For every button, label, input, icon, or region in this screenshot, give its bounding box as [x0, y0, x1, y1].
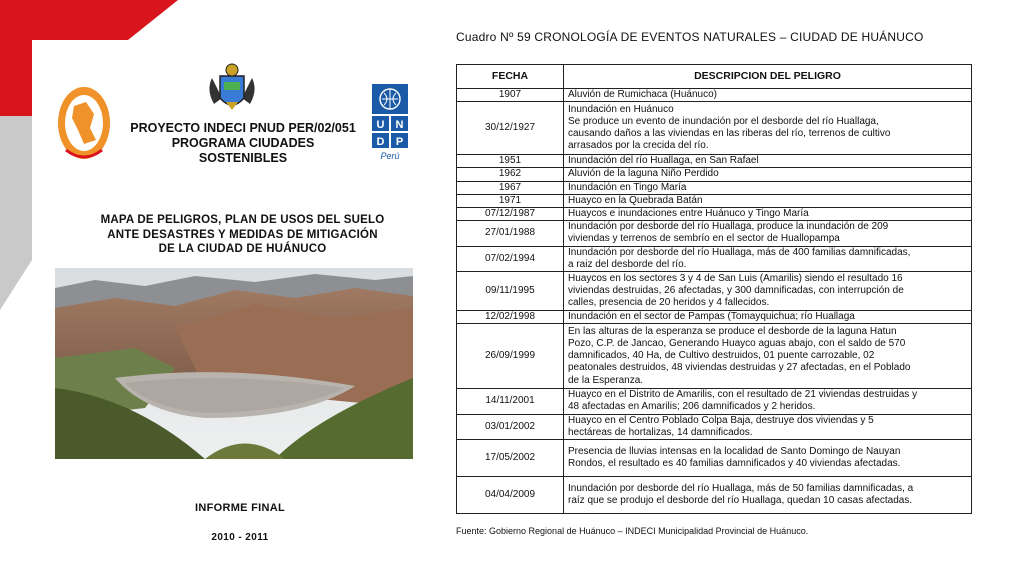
table-row [457, 246, 972, 271]
event-date: 07/02/1994 [457, 246, 564, 271]
event-description [564, 194, 972, 207]
undp-letter: D [376, 136, 385, 148]
huanuco-crest-logo [204, 60, 260, 116]
description-line: causando daños a las viviendas en las riberas del río, terrenos de cultivo [568, 128, 891, 140]
table-row [457, 272, 972, 311]
undp-logo [372, 84, 412, 164]
event-description [564, 155, 972, 168]
table-source: Fuente: Gobierno Regional de Huánuco – INDECI Municipalidad Provincial de Huánuco. [456, 526, 809, 536]
table-row [457, 440, 972, 477]
description-line: Aluvión de la laguna Niño Perdido [568, 168, 719, 180]
event-description [564, 246, 972, 271]
description-line: Inundación en Huánuco [568, 103, 674, 115]
description-line: damnificados, 40 Ha, de Cultivo destruidos, 01 puente carrozable, 02 [568, 350, 875, 362]
table-row [457, 155, 972, 168]
event-description [564, 389, 972, 414]
description-line: En las alturas de la esperanza se produce el desborde de la laguna Hatun [568, 325, 897, 337]
description-line: viviendas y terrenos de sembrío en el sector de Huallopampa [568, 233, 840, 245]
description-line: Huayco en la Quebrada Batán [568, 194, 703, 206]
table-row [457, 221, 972, 246]
description-line: Rondos, el resultado es 40 familias damnificados y 40 viviendas afectadas. [568, 458, 901, 470]
table-row [457, 208, 972, 221]
table-row [457, 181, 972, 194]
event-date: 1907 [457, 89, 564, 102]
table-row [457, 389, 972, 414]
event-description [564, 414, 972, 439]
undp-emblem [372, 84, 408, 148]
event-description [564, 168, 972, 181]
report-title [70, 213, 415, 257]
table-row [457, 324, 972, 389]
event-date: 09/11/1995 [457, 272, 564, 311]
event-description [564, 102, 972, 155]
event-description [564, 89, 972, 102]
table-title: Cuadro Nº 59 CRONOLOGÍA DE EVENTOS NATURALES – CIUDAD DE HUÁNUCO [456, 30, 924, 44]
event-description [564, 324, 972, 389]
chronology-table [456, 64, 972, 514]
description-line: Se produce un evento de inundación por el desborde del río Huallaga, [568, 116, 879, 127]
description-line: Presencia de lluvias intensas en la localidad de Santo Domingo de Nauyan [568, 445, 901, 457]
table-row [457, 168, 972, 181]
event-description [564, 221, 972, 246]
table-row [457, 89, 972, 102]
undp-country: Perú [380, 151, 400, 161]
event-date: 1967 [457, 181, 564, 194]
report-title-line: DE LA CIUDAD DE HUÁNUCO [158, 243, 327, 255]
event-description [564, 208, 972, 221]
event-description [564, 272, 972, 311]
project-title-line: PROYECTO INDECI PNUD PER/02/051 [130, 121, 356, 135]
table-row [457, 102, 972, 155]
description-line: Inundación por desborde del río Huallaga, más de 400 familias damnificadas, [568, 246, 911, 258]
event-date: 04/04/2009 [457, 477, 564, 514]
description-line: Pozo, C.P. de Jancao, Generando Huayco aguas abajo, con el saldo de 570 [568, 337, 906, 349]
description-line: Huaycos e inundaciones entre Huánuco y Tingo María [568, 208, 809, 220]
description-line: 48 afectadas en Amarilis; 206 damnificados y 2 heridos. [568, 401, 816, 413]
event-date: 1951 [457, 155, 564, 168]
event-description [564, 440, 972, 477]
description-line: peatonales destruidos, 48 viviendas destruidas y 27 afectadas, en el Poblado [568, 362, 911, 374]
indeci-logo [56, 84, 112, 162]
description-line: viviendas destruidas, 26 afectadas, y 300 damnificadas, con interrupción de [568, 284, 904, 296]
description-line: arrasados por la crecida del río. [568, 140, 709, 152]
description-line: raíz que se produjo el desborde del río Huallaga, quedan 10 casas afectadas. [568, 495, 913, 507]
event-description [564, 477, 972, 514]
report-title-line: MAPA DE PELIGROS, PLAN DE USOS DEL SUELO [100, 214, 385, 226]
table-header-row [457, 65, 972, 89]
description-line: Inundación del río Huallaga, en San Rafael [568, 155, 759, 167]
description-line: Inundación en Tingo María [568, 181, 687, 193]
project-title-line: PROGRAMA CIUDADES [171, 136, 315, 150]
description-line: calles, presencia de 20 heridos y 4 fallecidos. [568, 297, 770, 309]
table-row [457, 477, 972, 514]
event-date: 27/01/1988 [457, 221, 564, 246]
report-years: 2010 - 2011 [211, 532, 269, 543]
description-line: hectáreas de hortalizas, 14 damnificados. [568, 426, 753, 438]
description-line: a raiz del desborde del río. [568, 258, 687, 270]
event-date: 07/12/1987 [457, 208, 564, 221]
report-title-line: ANTE DESASTRES Y MEDIDAS DE MITIGACIÓN [107, 228, 378, 241]
description-line: Inundación por desborde del río Huallaga, más de 50 familias damnificadas, a [568, 482, 914, 494]
event-date: 1962 [457, 168, 564, 181]
description-line: Huayco en el Centro Poblado Colpa Baja, destruye dos viviendas y 5 [568, 414, 874, 426]
description-line: Inundación en el sector de Pampas (Tomayquichua; río Huallaga [568, 311, 855, 323]
undp-letter: N [395, 119, 404, 131]
event-date: 1971 [457, 194, 564, 207]
table-row [457, 311, 972, 324]
header-description: DESCRIPCION DEL PELIGRO [564, 65, 972, 89]
description-line: Huaycos en los sectores 3 y 4 de San Luis (Amarilis) siendo el resultado 16 [568, 272, 903, 284]
table-row [457, 414, 972, 439]
event-date: 03/01/2002 [457, 414, 564, 439]
event-description [564, 311, 972, 324]
event-date: 26/09/1999 [457, 324, 564, 389]
event-date: 12/02/1998 [457, 311, 564, 324]
event-date: 17/05/2002 [457, 440, 564, 477]
undp-letter: P [395, 136, 404, 148]
description-line: de la Esperanza. [568, 374, 644, 386]
event-date: 30/12/1927 [457, 102, 564, 155]
city-valley-photo [55, 268, 413, 459]
project-title-line: SOSTENIBLES [198, 151, 288, 165]
description-line: Aluvión de Rumichaca (Huánuco) [568, 89, 717, 100]
undp-letter: U [376, 119, 385, 131]
event-description [564, 181, 972, 194]
description-line: Inundación por desborde del río Huallaga, produce la inundación de 209 [568, 221, 889, 233]
event-date: 14/11/2001 [457, 389, 564, 414]
report-label: INFORME FINAL [194, 502, 286, 514]
header-date: FECHA [457, 65, 564, 89]
table-row [457, 194, 972, 207]
description-line: Huayco en el Distrito de Amarilis, con el resultado de 21 viviendas destruidas y [568, 389, 918, 401]
project-title [118, 121, 368, 166]
